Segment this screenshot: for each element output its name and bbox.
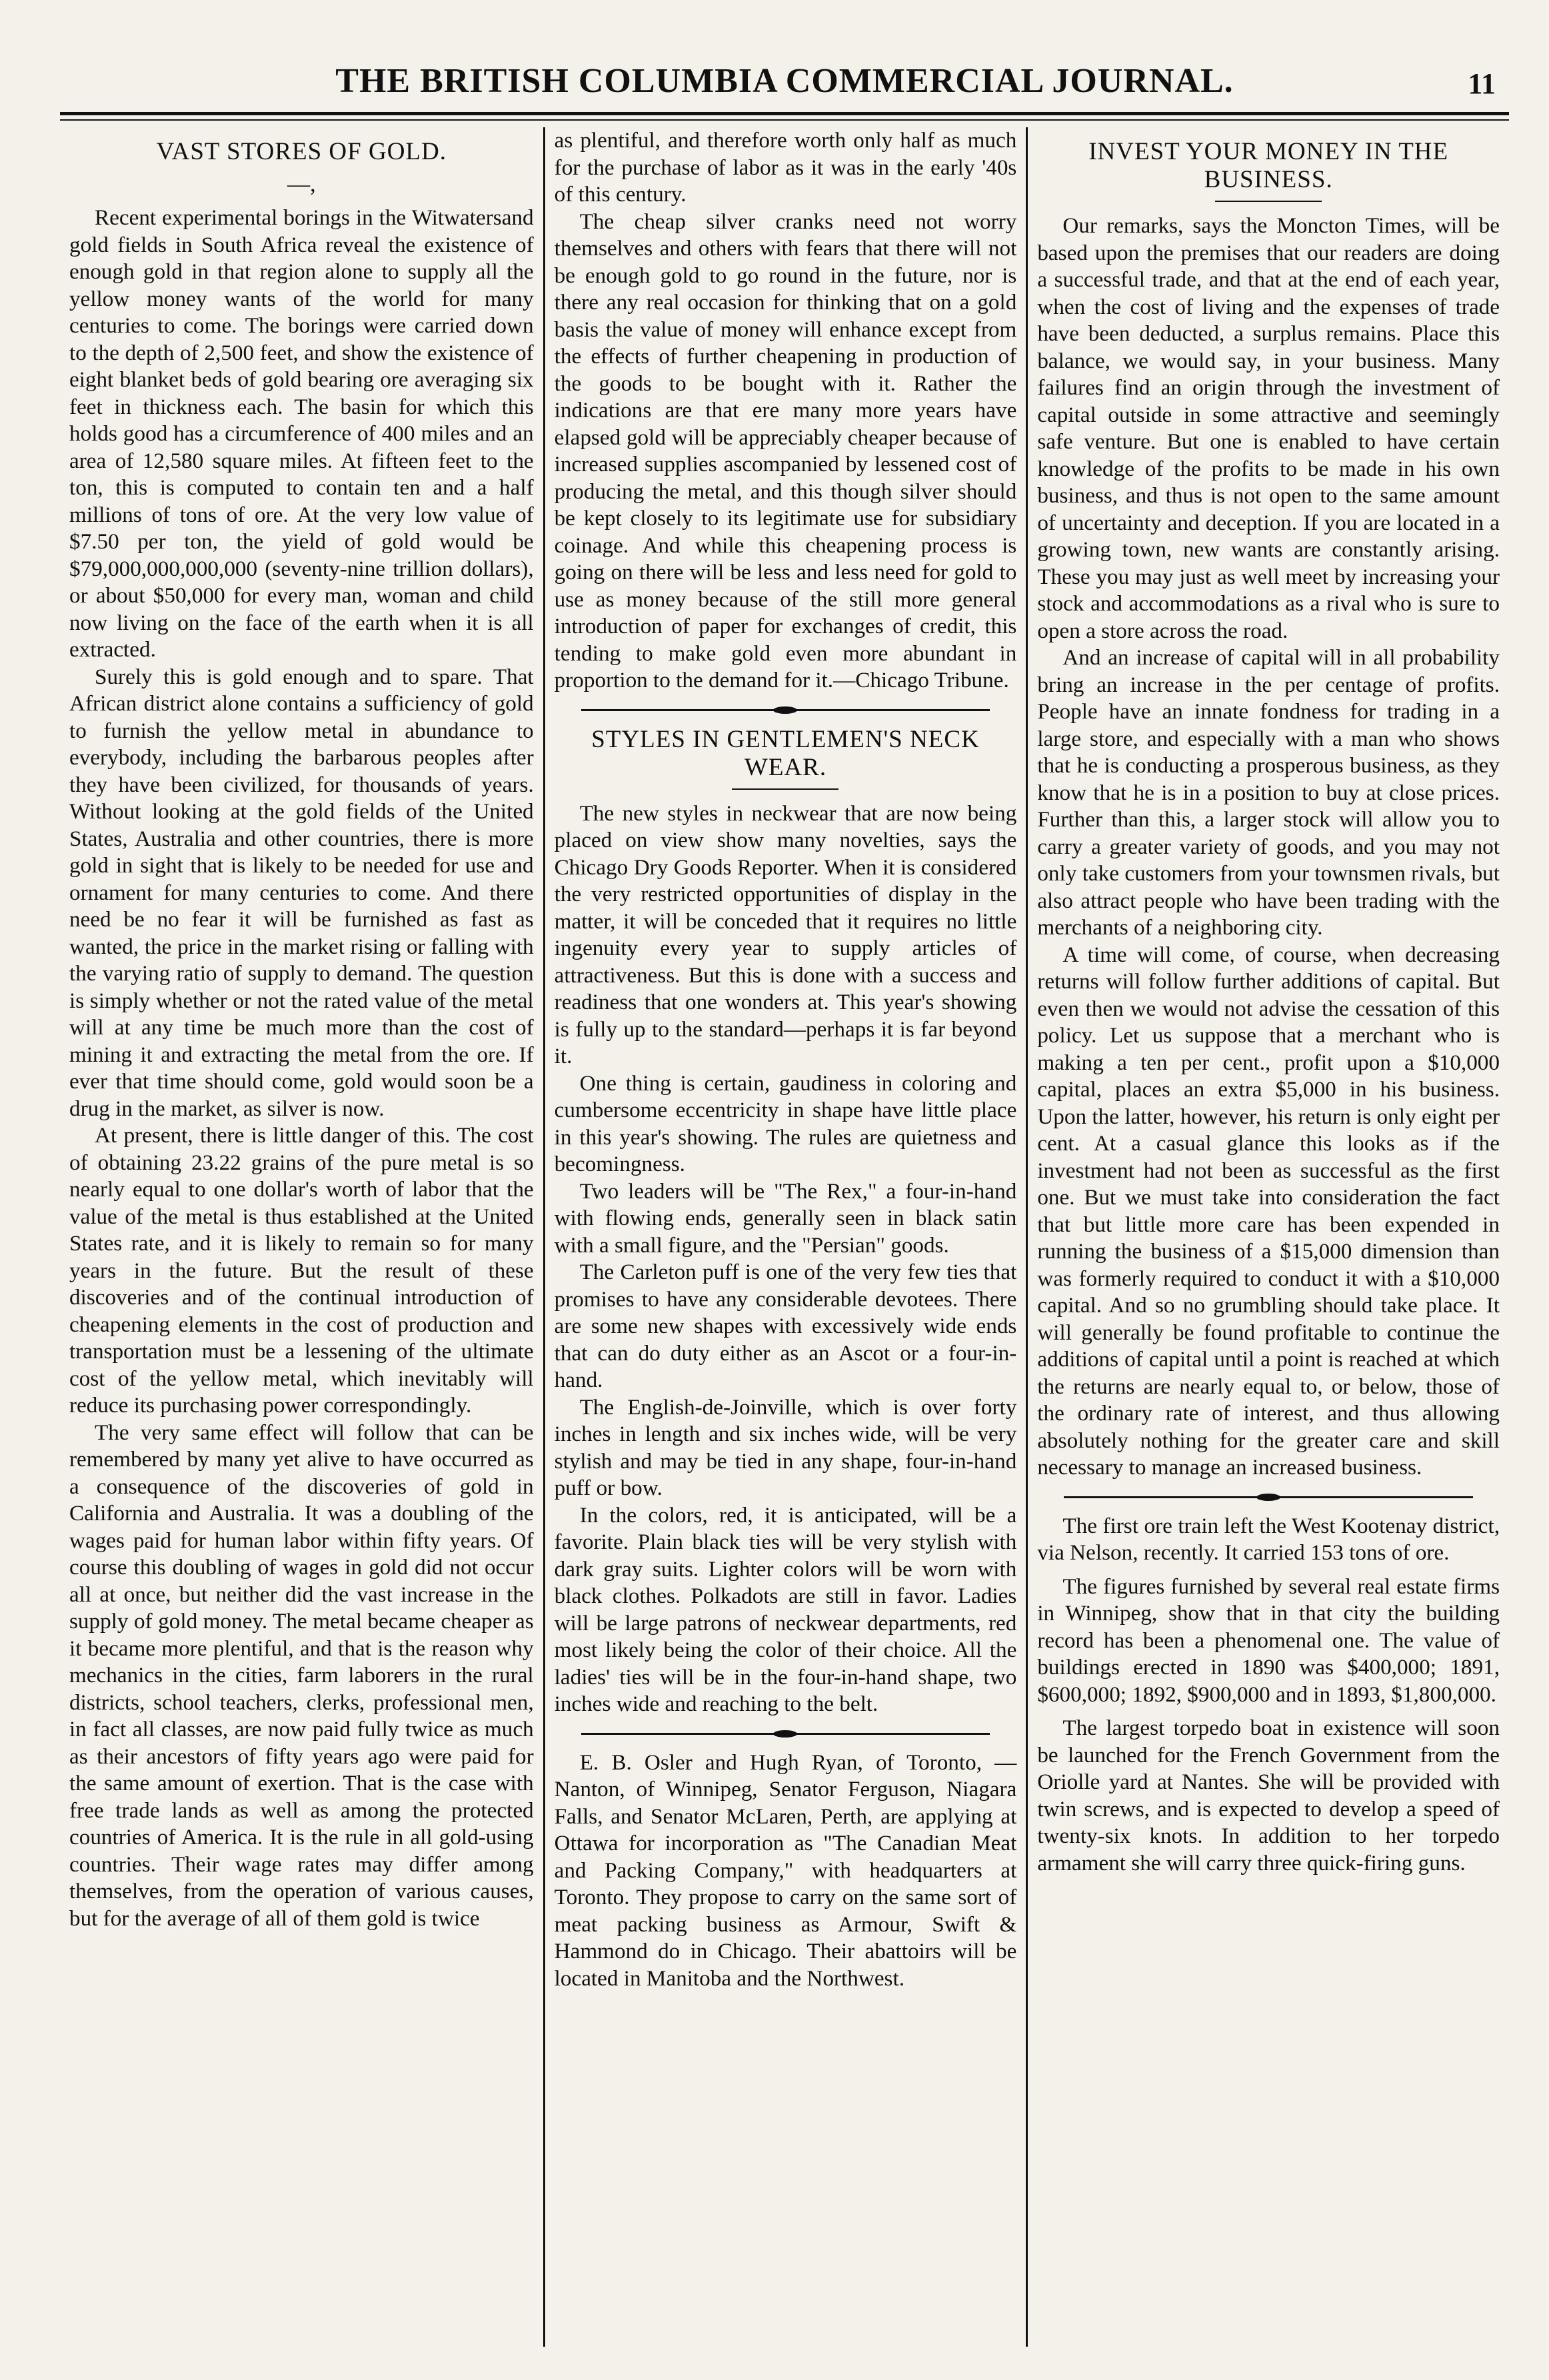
article-paragraph: The Carleton puff is one of the very few ties that promises to have any considerable devotees. There are some new shapes with excessively wide ends that can do duty either as an Ascot or a four-in-hand.: [554, 1260, 1017, 1392]
article-paragraph: Recent experimental borings in the Witwatersand gold fields in South Africa reveal the existence of enough gold in that region alone to supply all the yellow money wants of the world for many centuries to come. The borings were carried down to the depth of 2,500 feet, and show the existence of eight blanket beds of gold bearing ore averaging six feet in thickness each. The basin for which this holds good has a circumference of 400 miles and an area of 12,580 square miles. At fifteen feet to the ton, this is computed to contain ten and a half millions of tons of ore. At the very low value of $7.50 per ton, the yield of gold would be $79,000,000,000,000 (seventy-nine trillion dollars), or about $50,000 for every man, woman and child now living on the face of the earth when it is all extracted.: [69, 205, 534, 662]
column-3: [1026, 127, 1509, 2347]
article-paragraph: The very same effect will follow that can be remembered by many yet alive to have occurred as a consequence of the discoveries of gold in California and Australia. It was a doubling of the wages paid for human labor within fifty years. Of course this doubling of wages in gold did not occur all at once, but neither did the vast increase in the supply of gold money. The metal became cheaper as it became more plentiful, and that is the reason why mechanics in the cities, farm laborers in the rural districts, school teachers, clerks, professional men, in fact all classes, are now paid fully twice as much as their ancestors of fifty years ago were paid for the same amount of exertion. That is the case with free trade lands as well as among the protected countries of America. It is the rule in all gold-using countries. Their wage rates may differ among themselves, from the operation of various causes, but for the average of all of them gold is twice: [69, 1420, 534, 1931]
column-1: [60, 127, 543, 2347]
article-heading-gold: VAST STORES OF GOLD.: [156, 138, 447, 165]
heading-rule: [732, 788, 838, 790]
page-number: 11: [1468, 67, 1496, 100]
article-paragraph: At present, there is little danger of this. The cost of obtaining 23.22 grains of the pure metal is so nearly equal to one dollar's worth of labor that the value of the metal is thus established at the United States rate, and it is likely to remain so for many years in the future. But the result of these discoveries and of the continual introduction of cheapening elements in the cost of production and transportation must be a lessening of the ultimate cost of the yellow metal, which inevitably will reduce its purchasing power correspondingly.: [69, 1123, 534, 1418]
article-paragraph: A time will come, of course, when decreasing returns will follow further additions of capital. But even then we would not advise the cessation of this policy. Let us suppose that a merchant who is making a ten per cent., profit upon a $10,000 capital, places an extra $5,000 in his business. Upon the latter, however, his return is only eight per cent. At a casual glance this looks as if the investment had not been as successful as the first one. But we must take into consideration the fact that but little more care has been expended in running the business of a $15,000 dimension than was formerly required to conduct it with a $10,000 capital. And so no grumbling should take place. It will generally be found profitable to continue the additions of capital until a point is reached at which the returns are nearly equal to, or below, those of the ordinary rate of interest, and thus allowing absolutely nothing for the greater care and skill necessary to manage an increased business.: [1037, 942, 1500, 1480]
journal-title: THE BRITISH COLUMBIA COMMERCIAL JOURNAL.: [335, 62, 1234, 100]
article-paragraph: And an increase of capital will in all probability bring an increase in the per centage of profits. People have an innate fondness for trading in a large store, and especially with a man who shows that he is conducting a prosperous business, as they know that he is in a position to buy at close prices. Further than this, a larger stock will allow you to carry a greater variety of goods, and you may not only take customers from your townsmen rivals, but also attract people who have been trading with the merchants of a neighboring city.: [1037, 645, 1500, 940]
news-notes: [1037, 1513, 1500, 1877]
article-paragraph: E. B. Osler and Hugh Ryan, of Toronto, —Nanton, of Winnipeg, Senator Ferguson, Niagara Falls, and Senator McLaren, Perth, are applying at Ottawa for incorporation as "The Canadian Meat and Packing Company," with headquarters at Toronto. They propose to carry on the same sort of meat packing business as Armour, Swift & Hammond do in Chicago. Their abattoirs will be located in Manitoba and the Northwest.: [554, 1750, 1017, 1991]
article-separator: [581, 1733, 990, 1735]
article-heading-neckwear: STYLES IN GENTLEMEN'S NECK WEAR.: [591, 725, 980, 781]
news-note: The largest torpedo boat in existence will soon be launched for the French Government from the Oriolle yard at Nantes. She will be provided with twin screws, and is expected to develop a speed of twenty-six knots. In addition to her torpedo armament she will carry three quick-firing guns.: [1037, 1716, 1500, 1875]
article-paragraph: The cheap silver cranks need not worry themselves and others with fears that there will not be enough gold to go round in the future, nor is there any real occasion for thinking that on a gold basis the value of money will enhance except from the effects of further cheapening in production of the goods to be bought with it. Rather the indications are that ere many more years have elapsed gold will be appreciably cheaper because of increased supplies ascompanied by lessened cost of producing the metal, and this though silver should be kept closely to its legitimate use for subsidiary coinage. And while this cheapening process is going on there will be less and less need for gold to use as money because of the still more general introduction of paper for exchanges of credit, this tending to make gold even more abundant in proportion to the demand for it.—Chicago Tribune.: [554, 209, 1017, 692]
article-paragraph: The English-de-Joinville, which is over forty inches in length and six inches wide, will be very stylish and may be tied in any shape, four-in-hand puff or bow.: [554, 1394, 1017, 1500]
article-continuation: as plentiful, and therefore worth only half as much for the purchase of labor as it was in the early '40s of this century.: [554, 128, 1017, 207]
article-paragraph: One thing is certain, gaudiness in coloring and cumbersome eccentricity in shape have little place in this year's showing. The rules are quietness and becomingness.: [554, 1070, 1017, 1176]
article-columns: [60, 127, 1509, 2347]
news-note: The figures furnished by several real estate firms in Winnipeg, show that in that city the building record has been a phenomenal one. The value of buildings erected in 1890 was $400,000; 1891, $600,000; 1892, $900,000 and in 1893, $1,800,000.: [1037, 1574, 1500, 1707]
article-paragraph: In the colors, red, it is anticipated, will be a favorite. Plain black ties will be very stylish with dark gray suits. Lighter colors will be worn with black clothes. Polkadots are still in favor. Ladies will be large patrons of neckwear departments, red most likely being the color of their choice. All the ladies' ties will be in the four-in-hand shape, two inches wide and reaching to the belt.: [554, 1502, 1017, 1716]
article-paragraph: Two leaders will be "The Rex," a four-in-hand with flowing ends, generally seen in black satin with a small figure, and the "Persian" goods.: [554, 1178, 1017, 1258]
article-separator: [1064, 1496, 1473, 1498]
article-paragraph: The new styles in neckwear that are now being placed on view show many novelties, says the Chicago Dry Goods Reporter. When it is considered the very restricted opportunities of display in the matter, it will be conceded that it requires no little ingenuity every year to supply articles of attractiveness. But this is done with a success and readiness that one wonders at. This year's showing is fully up to the standard—perhaps it is far beyond it.: [554, 800, 1017, 1068]
column-2: [543, 127, 1026, 2347]
header-rule: [60, 112, 1509, 115]
article-separator: [581, 709, 990, 711]
heading-dash: —,: [287, 172, 316, 197]
article-heading-invest: INVEST YOUR MONEY IN THE BUSINESS.: [1088, 138, 1449, 193]
article-paragraph: Surely this is gold enough and to spare. That African district alone contains a sufficiency of gold to furnish the yellow metal in abundance to everybody, including the barbarous peoples after they have been civilized, for thousands of years. Without looking at the gold fields of the United States, Australia and other countries, there is more gold in sight that is likely to be needed for use and ornament for many centuries to come. And there need be no fear it will be furnished as fast as wanted, the price in the market rising or falling with the varying ratio of supply to demand. The question is simply whether or not the rated value of the metal will at any time be much more than the cost of mining it and extracting the metal from the ore. If ever that time should come, gold would soon be a drug in the market, as silver is now.: [69, 664, 534, 1121]
header-rule-thin: [60, 119, 1509, 121]
heading-rule: [1215, 201, 1322, 202]
page-header: [60, 47, 1509, 107]
news-note: The first ore train left the West Kootenay district, via Nelson, recently. It carried 153 tons of ore.: [1037, 1513, 1500, 1565]
article-paragraph: Our remarks, says the Moncton Times, will be based upon the premises that our readers are doing a successful trade, and that at the end of each year, when the cost of living and the expenses of trade have been deducted, a surplus remains. Place this balance, we would say, in your business. Many failures find an origin through the investment of capital outside in some attractive and seemingly safe venture. But one is enabled to have certain knowledge of the profits to be made in his own business, and thus is not open to the same amount of uncertainty and deception. If you are located in a growing town, new wants are constantly arising. These you may just as well meet by increasing your stock and accommodations as a rival who is sure to open a store across the road.: [1037, 213, 1500, 643]
